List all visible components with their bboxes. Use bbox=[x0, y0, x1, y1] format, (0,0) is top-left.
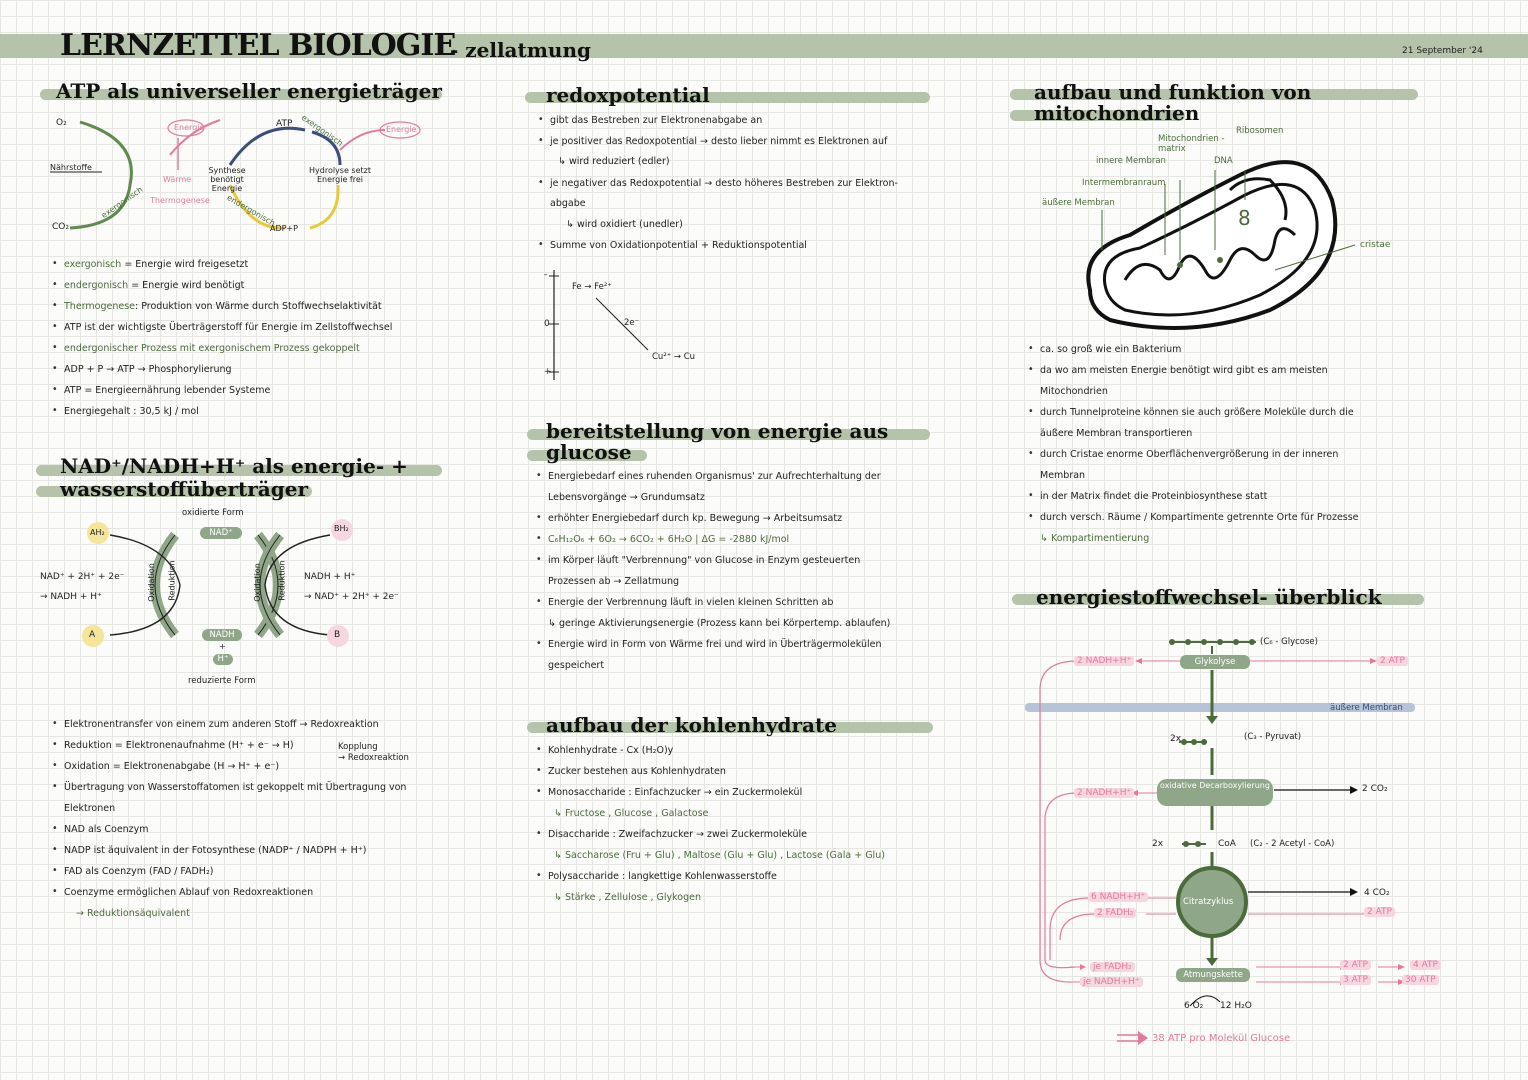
atp-bullet: • Energiegehalt : 30,5 kJ / mol bbox=[64, 406, 199, 417]
glucose-bullet-continuation: ↳ geringe Aktivierungsenergie (Prozess kann bei Körpertemp. ablaufen) bbox=[548, 618, 891, 629]
atp-bullet: • ATP = Energieernährung lebender Systeme bbox=[64, 385, 270, 396]
kopplung-label: Kopplung bbox=[338, 742, 378, 752]
glycolysis-atp: 2 ATP bbox=[1377, 656, 1408, 666]
reduktion-label-2: Reduktion bbox=[277, 560, 287, 601]
atp-heading: ATP als universeller energieträger bbox=[56, 79, 442, 103]
nad-plus-pill: NAD⁺ bbox=[200, 527, 242, 539]
mito-bullet: • durch Tunnelproteine können sie auch größere Moleküle durch die bbox=[1040, 407, 1354, 418]
left-equation-1: NAD⁺ + 2H⁺ + 2e⁻ bbox=[40, 572, 125, 582]
atp-from-nadh: 3 ATP bbox=[1340, 975, 1371, 985]
endergonisch-label: endergonisch bbox=[225, 193, 277, 228]
atp-bullet: • exergonisch = Energie wird freigesetzt bbox=[64, 259, 248, 270]
kohlen-bullet-continuation: ↳ Saccharose (Fru + Glu) , Maltose (Glu + Glu) , Lactose (Gala + Glu) bbox=[554, 850, 885, 861]
atp-30: 30 ATP bbox=[1402, 975, 1439, 985]
matrix-label: Mitochondrien - matrix bbox=[1158, 134, 1225, 154]
pyruvat-multiplier: 2x bbox=[1170, 734, 1182, 744]
nad-bullet: • NAD als Coenzym bbox=[64, 824, 149, 835]
atp-bullet: • endergonischer Prozess mit exergonischem Prozess gekoppelt bbox=[64, 343, 360, 354]
mito-heading-line2: mitochondrien bbox=[1034, 101, 1200, 125]
bh2-label: BH₂ bbox=[334, 524, 349, 533]
glucose-bullet-continuation: gespeichert bbox=[548, 660, 605, 671]
plus-tick: + bbox=[544, 367, 552, 377]
mito-bullet: • da wo am meisten Energie benötigt wird gibt es am meisten bbox=[1040, 365, 1328, 376]
nad-heading-line2: wasserstoffüberträger bbox=[60, 477, 308, 501]
nad-bullet: • Elektronentransfer von einem zum anderen Stoff → Redoxreaktion bbox=[64, 719, 379, 730]
right-equation-2: → NAD⁺ + 2H⁺ + 2e⁻ bbox=[304, 592, 399, 602]
citrat-atp: 2 ATP bbox=[1364, 907, 1395, 917]
right-equation-1: NADH + H⁺ bbox=[304, 572, 356, 582]
kohlen-bullet: • Monosaccharide : Einfachzucker → ein Zuckermolekül bbox=[548, 787, 802, 798]
nad-bullet-continuation: → Reduktionsäquivalent bbox=[76, 908, 190, 919]
glucose-bullet-continuation: Prozessen ab → Zellatmung bbox=[548, 576, 680, 587]
nad-bullet: • FAD als Coenzym (FAD / FADH₂) bbox=[64, 866, 213, 877]
naehrstoffe-label: Nährstoffe bbox=[50, 163, 92, 172]
redoxreaktion-label: → Redoxreaktion bbox=[338, 753, 409, 763]
o2-input: 6 O₂ bbox=[1184, 1001, 1204, 1011]
fe-label: Fe → Fe²⁺ bbox=[572, 282, 612, 292]
glucose-heading-line1: bereitstellung von energie aus bbox=[546, 419, 889, 443]
h2o-output: 12 H₂O bbox=[1220, 1001, 1252, 1011]
je-nadh: je NADH+H⁺ bbox=[1080, 977, 1143, 987]
kohlen-bullet: • Disaccharide : Zweifachzucker → zwei Zuckermoleküle bbox=[548, 829, 807, 840]
mito-bullet-continuation: ↳ Kompartimentierung bbox=[1040, 533, 1150, 544]
energie-label-1: Energie bbox=[174, 123, 205, 132]
atp-bullet: • endergonisch = Energie wird benötigt bbox=[64, 280, 244, 291]
reduzierte-form-label: reduzierte Form bbox=[188, 676, 256, 686]
mito-bullet-continuation: Mitochondrien bbox=[1040, 386, 1108, 397]
glucose-bullet: • Energie der Verbrennung läuft in vielen kleinen Schritten ab bbox=[548, 597, 833, 608]
redox-bullet: • je negativer das Redoxpotential → desto höheres Bestreben zur Elektron- bbox=[550, 178, 898, 189]
mitochondrion-diagram bbox=[1070, 140, 1350, 330]
adp-label: ADP+P bbox=[270, 224, 298, 233]
redox-bullet-continuation: ↳ wird reduziert (edler) bbox=[558, 156, 670, 167]
svg-text:8: 8 bbox=[1238, 206, 1251, 230]
redox-bullet-continuation: ↳ wird oxidiert (unedler) bbox=[566, 219, 683, 230]
mito-heading-line1: aufbau und funktion von bbox=[1034, 80, 1312, 104]
overview-heading: energiestoffwechsel- überblick bbox=[1036, 585, 1382, 609]
nad-bullet: • Coenzyme ermöglichen Ablauf von Redoxreaktionen bbox=[64, 887, 313, 898]
nadh-pill: NADH bbox=[202, 629, 242, 641]
atp-bullet: • ATP ist der wichtigste Überträgerstoff für Energie im Zellstoffwechsel bbox=[64, 322, 392, 333]
plus-label: + bbox=[219, 642, 226, 651]
oxidierte-form-label: oxidierte Form bbox=[182, 508, 244, 518]
exergonisch-label: exergonisch bbox=[99, 184, 145, 221]
ah2-label: AH₂ bbox=[90, 528, 105, 537]
nad-bullet: • Übertragung von Wasserstoffatomen ist gekoppelt mit Übertragung von bbox=[64, 782, 406, 793]
atp-label: ATP bbox=[276, 119, 293, 129]
glucose-bullet: • C₆H₁₂O₆ + 6O₂ → 6CO₂ + 6H₂O | ΔG = -2880 kJ/mol bbox=[548, 534, 789, 545]
redox-heading: redoxpotential bbox=[546, 83, 710, 107]
kohlen-bullet: • Kohlenhydrate - Cx (H₂O)y bbox=[548, 745, 673, 756]
electrons-label: 2e⁻ bbox=[624, 318, 640, 328]
b-label: B bbox=[334, 630, 341, 640]
date: 21 September '24 bbox=[1402, 46, 1483, 56]
kohlen-bullet: • Polysaccharide : langkettige Kohlenwasserstoffe bbox=[548, 871, 777, 882]
citrat-nadh: 6 NADH+H⁺ bbox=[1088, 892, 1148, 902]
co2-citrat-label: 4 CO₂ bbox=[1364, 888, 1390, 898]
atp-bullet: • Thermogenese: Produktion von Wärme durch Stoffwechselaktivität bbox=[64, 301, 382, 312]
dna-label: DNA bbox=[1214, 156, 1233, 166]
atmungskette-pill: Atmungskette bbox=[1176, 968, 1250, 982]
je-fadh: je FADH₂ bbox=[1090, 962, 1135, 972]
exergonisch-label-2: exergonisch bbox=[299, 112, 345, 149]
glucose-bullet: • erhöhter Energiebedarf durch kp. Bewegung → Arbeitsumsatz bbox=[548, 513, 842, 524]
mito-bullet-continuation: Membran bbox=[1040, 470, 1086, 481]
innere-membran-label: innere Membran bbox=[1096, 156, 1166, 166]
aeussere-membran-label: äußere Membran bbox=[1042, 198, 1115, 208]
glykolyse-pill: Glykolyse bbox=[1180, 655, 1250, 669]
redox-bullet: • je positiver das Redoxpotential → desto lieber nimmt es Elektronen auf bbox=[550, 136, 887, 147]
mito-bullet: • durch Cristae enorme Oberflächenvergrößerung in der inneren bbox=[1040, 449, 1338, 460]
left-equation-2: → NADH + H⁺ bbox=[40, 592, 102, 602]
redox-bullet: • Summe von Oxidationpotential + Reduktionspotential bbox=[550, 240, 807, 251]
citratzyklus-label: Citratzyklus bbox=[1183, 897, 1234, 907]
glycolysis-nadh: 2 NADH+H⁺ bbox=[1074, 656, 1134, 666]
c6-label: (C₆ - Glycose) bbox=[1260, 637, 1318, 647]
coa-label: CoA bbox=[1218, 839, 1236, 849]
ribosomen-label: Ribosomen bbox=[1236, 126, 1284, 136]
nad-bullet: • NADP ist äquivalent in der Fotosynthese (NADP⁺ / NADPH + H⁺) bbox=[64, 845, 366, 856]
atp-bullet: • ADP + P → ATP → Phosphorylierung bbox=[64, 364, 232, 375]
mito-bullet: • ca. so groß wie ein Bakterium bbox=[1040, 344, 1181, 355]
oxidation-label: Oxidation bbox=[146, 563, 156, 602]
mito-bullet-continuation: äußere Membran transportieren bbox=[1040, 428, 1193, 439]
citrat-fadh: 2 FADH₂ bbox=[1094, 908, 1136, 918]
oxidation-label-2: Oxidation bbox=[252, 563, 262, 602]
intermembranraum-label: Intermembranraum bbox=[1082, 178, 1166, 188]
cu-label: Cu²⁺ → Cu bbox=[652, 352, 696, 362]
energie-label-2: Energie bbox=[386, 125, 417, 134]
glucose-bullet-continuation: Lebensvorgänge → Grundumsatz bbox=[548, 492, 705, 503]
redox-bullet-continuation: abgabe bbox=[550, 198, 586, 209]
decarb-nadh: 2 NADH+H⁺ bbox=[1074, 788, 1134, 798]
nad-heading-line1: NAD⁺/NADH+H⁺ als energie- + bbox=[60, 454, 408, 478]
waerme-label: Wärme bbox=[163, 175, 192, 184]
kohlen-bullet-continuation: ↳ Fructose , Glucose , Galactose bbox=[554, 808, 709, 819]
o2-label: O₂ bbox=[56, 118, 67, 128]
cristae-label: cristae bbox=[1360, 240, 1391, 250]
reduktion-label: Reduktion bbox=[167, 560, 177, 601]
result-label: 38 ATP pro Molekül Glucose bbox=[1152, 1033, 1291, 1044]
redox-bullet: • gibt das Bestreben zur Elektronenabgabe an bbox=[550, 115, 762, 126]
glucose-bullet: • im Körper läuft "Verbrennung" von Glucose in Enzym gesteuerten bbox=[548, 555, 860, 566]
thermogenese-label: Thermogenese bbox=[150, 196, 210, 205]
h-plus-pill: H⁺ bbox=[213, 654, 233, 665]
kohlen-bullet-continuation: ↳ Stärke , Zellulose , Glykogen bbox=[554, 892, 701, 903]
kohlenhydrate-heading: aufbau der kohlenhydrate bbox=[546, 713, 837, 737]
acetyl-multiplier: 2x bbox=[1152, 839, 1164, 849]
page-title: LERNZETTEL BIOLOGIE bbox=[60, 28, 456, 63]
page-subtitle: - zellatmung bbox=[450, 38, 591, 62]
membrane-label: äußere Membran bbox=[1330, 703, 1403, 713]
atp-from-fadh: 2 ATP bbox=[1340, 960, 1371, 970]
co2-label: CO₂ bbox=[52, 222, 69, 232]
zero-tick: 0 bbox=[544, 319, 550, 329]
co2-label: 2 CO₂ bbox=[1362, 784, 1388, 794]
glucose-heading-line2: glucose bbox=[546, 440, 632, 464]
nad-bullet-continuation: Elektronen bbox=[64, 803, 116, 814]
glucose-bullet: • Energie wird in Form von Wärme frei und wird in Überträgermolekülen bbox=[548, 639, 882, 650]
decarboxylierung-pill: oxidative Decarboxylierung bbox=[1157, 779, 1273, 806]
acetyl-label: (C₂ - 2 Acetyl - CoA) bbox=[1250, 839, 1335, 849]
synthese-label: Synthese benötigt Energie bbox=[208, 166, 246, 193]
minus-tick: - bbox=[544, 270, 548, 280]
glucose-bullet: • Energiebedarf eines ruhenden Organismus' zur Aufrechterhaltung der bbox=[548, 471, 881, 482]
nad-bullet: • Oxidation = Elektronenabgabe (H → H⁺ + e⁻) bbox=[64, 761, 279, 772]
kohlen-bullet: • Zucker bestehen aus Kohlenhydraten bbox=[548, 766, 726, 777]
hydrolyse-label: Hydrolyse setzt Energie frei bbox=[309, 166, 371, 184]
mito-bullet: • durch versch. Räume / Kompartimente getrennte Orte für Prozesse bbox=[1040, 512, 1359, 523]
nad-bullet: • Reduktion = Elektronenaufnahme (H⁺ + e⁻ → H) bbox=[64, 740, 294, 751]
a-label: A bbox=[89, 630, 96, 640]
c3-label: (C₃ - Pyruvat) bbox=[1244, 732, 1302, 742]
atp-4: 4 ATP bbox=[1410, 960, 1441, 970]
mito-bullet: • in der Matrix findet die Proteinbiosynthese statt bbox=[1040, 491, 1267, 502]
